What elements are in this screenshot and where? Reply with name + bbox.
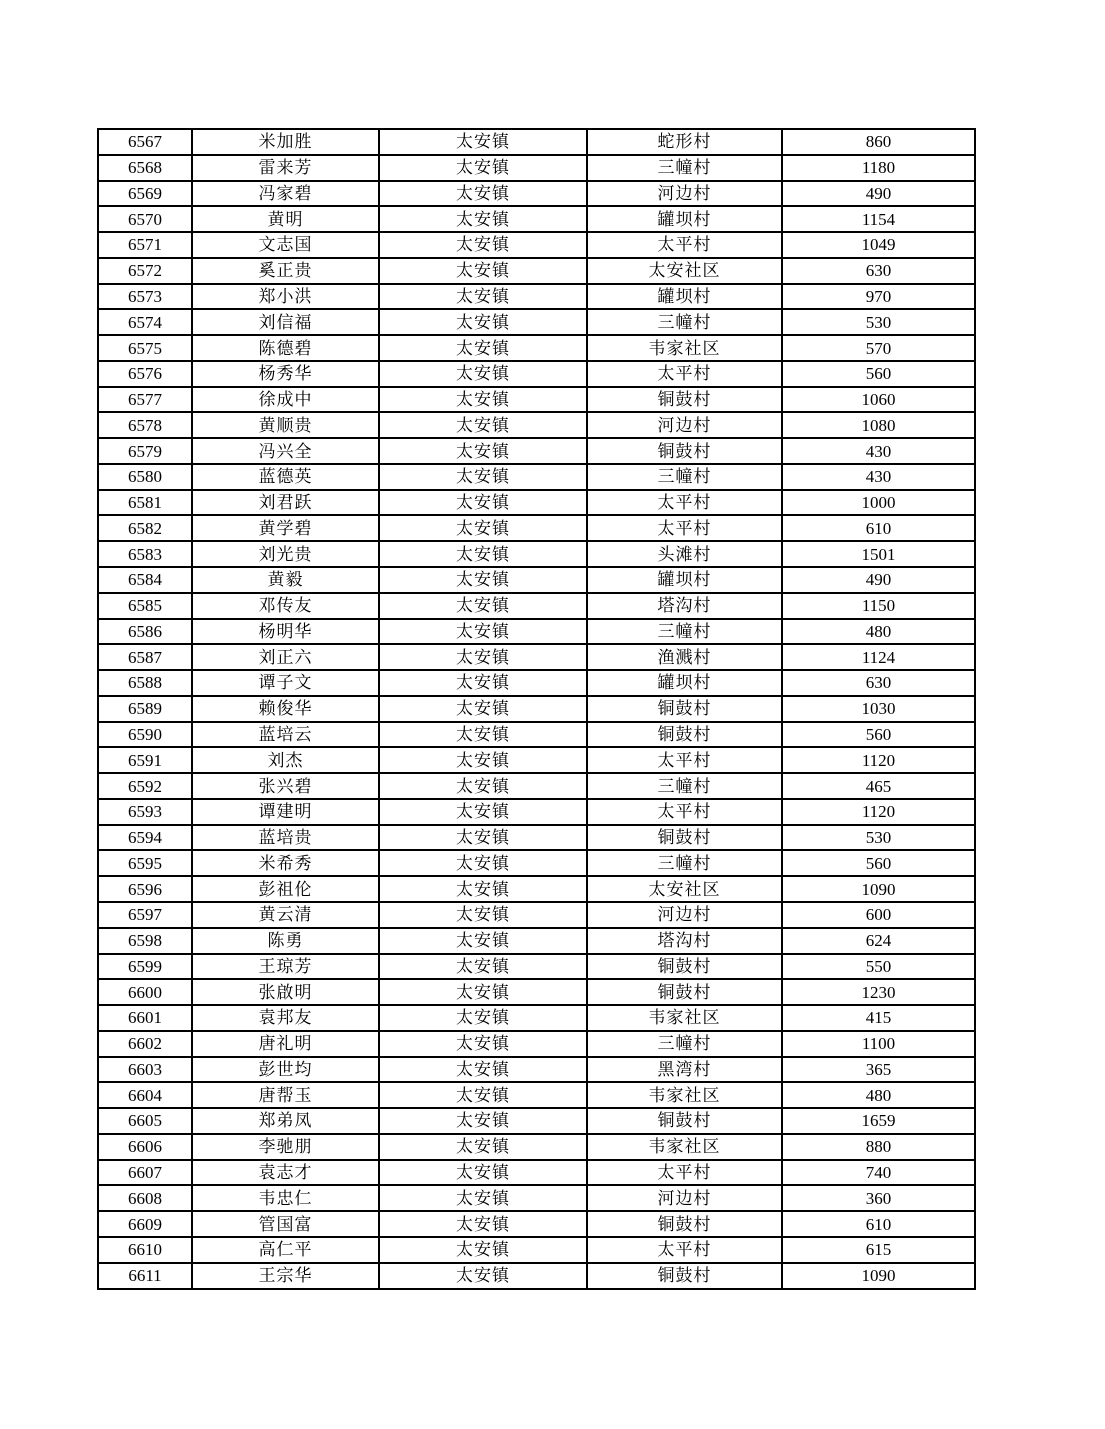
cell-town: 太安镇 <box>379 1185 587 1211</box>
cell-id: 6610 <box>98 1237 192 1263</box>
cell-town: 太安镇 <box>379 515 587 541</box>
cell-name: 袁志才 <box>192 1160 379 1186</box>
cell-town: 太安镇 <box>379 464 587 490</box>
table-row <box>98 850 975 876</box>
cell-village: 太平村 <box>587 490 782 516</box>
table-row <box>98 412 975 438</box>
cell-amount: 490 <box>782 181 975 207</box>
table-row <box>98 155 975 181</box>
cell-amount: 600 <box>782 902 975 928</box>
cell-village: 罐坝村 <box>587 206 782 232</box>
table-row <box>98 825 975 851</box>
cell-name: 冯兴全 <box>192 438 379 464</box>
cell-town: 太安镇 <box>379 490 587 516</box>
cell-id: 6593 <box>98 799 192 825</box>
table-row <box>98 1211 975 1237</box>
table-row <box>98 464 975 490</box>
cell-village: 太平村 <box>587 232 782 258</box>
cell-id: 6579 <box>98 438 192 464</box>
cell-id: 6600 <box>98 979 192 1005</box>
cell-town: 太安镇 <box>379 335 587 361</box>
cell-town: 太安镇 <box>379 1082 587 1108</box>
cell-name: 刘光贵 <box>192 541 379 567</box>
cell-village: 韦家社区 <box>587 1005 782 1031</box>
table-row <box>98 928 975 954</box>
cell-town: 太安镇 <box>379 954 587 980</box>
cell-village: 三幢村 <box>587 773 782 799</box>
cell-id: 6567 <box>98 129 192 155</box>
cell-amount: 615 <box>782 1237 975 1263</box>
cell-id: 6575 <box>98 335 192 361</box>
cell-name: 蓝德英 <box>192 464 379 490</box>
cell-town: 太安镇 <box>379 1237 587 1263</box>
table-row <box>98 541 975 567</box>
cell-name: 黄云清 <box>192 902 379 928</box>
cell-village: 太安社区 <box>587 258 782 284</box>
cell-id: 6608 <box>98 1185 192 1211</box>
cell-name: 王宗华 <box>192 1263 379 1289</box>
table-row <box>98 619 975 645</box>
cell-amount: 415 <box>782 1005 975 1031</box>
cell-town: 太安镇 <box>379 206 587 232</box>
table-row <box>98 876 975 902</box>
cell-village: 头滩村 <box>587 541 782 567</box>
cell-id: 6574 <box>98 309 192 335</box>
table-row <box>98 773 975 799</box>
cell-amount: 970 <box>782 284 975 310</box>
cell-name: 杨明华 <box>192 619 379 645</box>
table-row <box>98 722 975 748</box>
cell-amount: 1659 <box>782 1108 975 1134</box>
cell-town: 太安镇 <box>379 902 587 928</box>
cell-id: 6606 <box>98 1134 192 1160</box>
cell-id: 6585 <box>98 593 192 619</box>
table-row <box>98 644 975 670</box>
cell-name: 黄毅 <box>192 567 379 593</box>
cell-name: 韦忠仁 <box>192 1185 379 1211</box>
cell-name: 刘信福 <box>192 309 379 335</box>
cell-town: 太安镇 <box>379 1005 587 1031</box>
cell-amount: 490 <box>782 567 975 593</box>
cell-village: 罐坝村 <box>587 670 782 696</box>
cell-village: 三幢村 <box>587 619 782 645</box>
cell-amount: 1180 <box>782 155 975 181</box>
table-row <box>98 284 975 310</box>
cell-town: 太安镇 <box>379 1031 587 1057</box>
cell-village: 三幢村 <box>587 155 782 181</box>
cell-town: 太安镇 <box>379 129 587 155</box>
cell-id: 6568 <box>98 155 192 181</box>
cell-town: 太安镇 <box>379 412 587 438</box>
cell-name: 黄顺贵 <box>192 412 379 438</box>
cell-id: 6595 <box>98 850 192 876</box>
cell-village: 渔溅村 <box>587 644 782 670</box>
cell-village: 太平村 <box>587 515 782 541</box>
table-row <box>98 696 975 722</box>
cell-id: 6580 <box>98 464 192 490</box>
cell-name: 蓝培贵 <box>192 825 379 851</box>
cell-name: 管国富 <box>192 1211 379 1237</box>
cell-town: 太安镇 <box>379 1263 587 1289</box>
cell-amount: 360 <box>782 1185 975 1211</box>
table-row <box>98 309 975 335</box>
cell-id: 6611 <box>98 1263 192 1289</box>
cell-amount: 560 <box>782 361 975 387</box>
cell-amount: 1100 <box>782 1031 975 1057</box>
cell-id: 6581 <box>98 490 192 516</box>
cell-name: 赖俊华 <box>192 696 379 722</box>
cell-amount: 1080 <box>782 412 975 438</box>
cell-name: 王琼芳 <box>192 954 379 980</box>
cell-town: 太安镇 <box>379 258 587 284</box>
cell-village: 三幢村 <box>587 1031 782 1057</box>
table-row <box>98 1263 975 1289</box>
cell-amount: 1501 <box>782 541 975 567</box>
cell-town: 太安镇 <box>379 387 587 413</box>
table-row <box>98 361 975 387</box>
table-row <box>98 438 975 464</box>
cell-village: 蛇形村 <box>587 129 782 155</box>
cell-amount: 1090 <box>782 1263 975 1289</box>
cell-village: 河边村 <box>587 412 782 438</box>
cell-id: 6570 <box>98 206 192 232</box>
table-row <box>98 129 975 155</box>
cell-town: 太安镇 <box>379 1134 587 1160</box>
cell-id: 6594 <box>98 825 192 851</box>
cell-name: 黄学碧 <box>192 515 379 541</box>
table-row <box>98 387 975 413</box>
cell-id: 6576 <box>98 361 192 387</box>
cell-id: 6569 <box>98 181 192 207</box>
cell-amount: 740 <box>782 1160 975 1186</box>
cell-name: 谭子文 <box>192 670 379 696</box>
table-row <box>98 567 975 593</box>
cell-village: 太平村 <box>587 747 782 773</box>
cell-amount: 430 <box>782 438 975 464</box>
table-row <box>98 1031 975 1057</box>
cell-village: 太平村 <box>587 1237 782 1263</box>
cell-name: 唐礼明 <box>192 1031 379 1057</box>
cell-amount: 630 <box>782 670 975 696</box>
cell-village: 铜鼓村 <box>587 722 782 748</box>
cell-id: 6573 <box>98 284 192 310</box>
cell-name: 邓传友 <box>192 593 379 619</box>
cell-town: 太安镇 <box>379 825 587 851</box>
records-table <box>97 128 976 1290</box>
cell-id: 6588 <box>98 670 192 696</box>
cell-id: 6605 <box>98 1108 192 1134</box>
cell-village: 河边村 <box>587 1185 782 1211</box>
cell-name: 雷来芳 <box>192 155 379 181</box>
cell-id: 6602 <box>98 1031 192 1057</box>
cell-id: 6607 <box>98 1160 192 1186</box>
cell-name: 陈勇 <box>192 928 379 954</box>
cell-id: 6604 <box>98 1082 192 1108</box>
cell-id: 6589 <box>98 696 192 722</box>
cell-town: 太安镇 <box>379 438 587 464</box>
cell-village: 塔沟村 <box>587 928 782 954</box>
cell-amount: 480 <box>782 1082 975 1108</box>
cell-name: 刘正六 <box>192 644 379 670</box>
cell-amount: 530 <box>782 825 975 851</box>
cell-id: 6603 <box>98 1057 192 1083</box>
cell-amount: 365 <box>782 1057 975 1083</box>
cell-village: 铜鼓村 <box>587 979 782 1005</box>
cell-village: 铜鼓村 <box>587 954 782 980</box>
cell-village: 铜鼓村 <box>587 1263 782 1289</box>
cell-town: 太安镇 <box>379 619 587 645</box>
cell-id: 6584 <box>98 567 192 593</box>
cell-id: 6586 <box>98 619 192 645</box>
table-row <box>98 979 975 1005</box>
cell-amount: 1154 <box>782 206 975 232</box>
cell-id: 6587 <box>98 644 192 670</box>
cell-amount: 560 <box>782 722 975 748</box>
table-row <box>98 335 975 361</box>
cell-amount: 550 <box>782 954 975 980</box>
cell-amount: 530 <box>782 309 975 335</box>
table-row <box>98 1108 975 1134</box>
table-row <box>98 747 975 773</box>
table-row <box>98 954 975 980</box>
cell-village: 韦家社区 <box>587 1082 782 1108</box>
cell-town: 太安镇 <box>379 1108 587 1134</box>
cell-id: 6577 <box>98 387 192 413</box>
cell-id: 6578 <box>98 412 192 438</box>
cell-id: 6590 <box>98 722 192 748</box>
cell-town: 太安镇 <box>379 567 587 593</box>
cell-town: 太安镇 <box>379 876 587 902</box>
cell-town: 太安镇 <box>379 696 587 722</box>
cell-name: 唐帮玉 <box>192 1082 379 1108</box>
cell-id: 6583 <box>98 541 192 567</box>
cell-amount: 624 <box>782 928 975 954</box>
table-row <box>98 670 975 696</box>
cell-id: 6572 <box>98 258 192 284</box>
cell-amount: 630 <box>782 258 975 284</box>
table-row <box>98 1005 975 1031</box>
cell-amount: 465 <box>782 773 975 799</box>
table-row <box>98 1160 975 1186</box>
cell-amount: 570 <box>782 335 975 361</box>
table-row <box>98 258 975 284</box>
cell-village: 太平村 <box>587 361 782 387</box>
cell-name: 彭世均 <box>192 1057 379 1083</box>
cell-village: 河边村 <box>587 902 782 928</box>
cell-village: 铜鼓村 <box>587 825 782 851</box>
cell-name: 郑弟凤 <box>192 1108 379 1134</box>
cell-town: 太安镇 <box>379 850 587 876</box>
cell-name: 谭建明 <box>192 799 379 825</box>
cell-town: 太安镇 <box>379 284 587 310</box>
table-row <box>98 799 975 825</box>
cell-id: 6597 <box>98 902 192 928</box>
table-row <box>98 1134 975 1160</box>
cell-name: 米加胜 <box>192 129 379 155</box>
cell-name: 袁邦友 <box>192 1005 379 1031</box>
cell-town: 太安镇 <box>379 309 587 335</box>
table-row <box>98 1237 975 1263</box>
table-row <box>98 1057 975 1083</box>
cell-village: 韦家社区 <box>587 1134 782 1160</box>
table-row <box>98 206 975 232</box>
cell-town: 太安镇 <box>379 361 587 387</box>
cell-name: 高仁平 <box>192 1237 379 1263</box>
cell-amount: 1049 <box>782 232 975 258</box>
cell-amount: 480 <box>782 619 975 645</box>
cell-town: 太安镇 <box>379 232 587 258</box>
cell-id: 6582 <box>98 515 192 541</box>
cell-village: 河边村 <box>587 181 782 207</box>
table-row <box>98 902 975 928</box>
cell-town: 太安镇 <box>379 773 587 799</box>
table-row <box>98 515 975 541</box>
cell-amount: 430 <box>782 464 975 490</box>
table-row <box>98 593 975 619</box>
cell-town: 太安镇 <box>379 181 587 207</box>
cell-village: 罐坝村 <box>587 284 782 310</box>
cell-village: 太平村 <box>587 799 782 825</box>
cell-amount: 1150 <box>782 593 975 619</box>
cell-name: 杨秀华 <box>192 361 379 387</box>
table-row <box>98 1082 975 1108</box>
cell-amount: 1090 <box>782 876 975 902</box>
cell-amount: 1030 <box>782 696 975 722</box>
cell-id: 6592 <box>98 773 192 799</box>
cell-village: 罐坝村 <box>587 567 782 593</box>
table-row <box>98 490 975 516</box>
cell-name: 冯家碧 <box>192 181 379 207</box>
cell-village: 三幢村 <box>587 309 782 335</box>
cell-amount: 560 <box>782 850 975 876</box>
cell-town: 太安镇 <box>379 1057 587 1083</box>
cell-id: 6599 <box>98 954 192 980</box>
cell-name: 徐成中 <box>192 387 379 413</box>
cell-id: 6601 <box>98 1005 192 1031</box>
cell-town: 太安镇 <box>379 799 587 825</box>
cell-name: 刘杰 <box>192 747 379 773</box>
table-row <box>98 1185 975 1211</box>
cell-id: 6609 <box>98 1211 192 1237</box>
cell-village: 铜鼓村 <box>587 438 782 464</box>
cell-amount: 860 <box>782 129 975 155</box>
cell-village: 铜鼓村 <box>587 696 782 722</box>
cell-name: 米希秀 <box>192 850 379 876</box>
cell-village: 铜鼓村 <box>587 1108 782 1134</box>
table-row <box>98 181 975 207</box>
cell-name: 文志国 <box>192 232 379 258</box>
cell-village: 三幢村 <box>587 850 782 876</box>
cell-town: 太安镇 <box>379 593 587 619</box>
cell-name: 张兴碧 <box>192 773 379 799</box>
cell-town: 太安镇 <box>379 1160 587 1186</box>
table-row <box>98 232 975 258</box>
cell-amount: 1230 <box>782 979 975 1005</box>
cell-name: 黄明 <box>192 206 379 232</box>
cell-village: 太平村 <box>587 1160 782 1186</box>
cell-village: 韦家社区 <box>587 335 782 361</box>
cell-amount: 610 <box>782 515 975 541</box>
cell-village: 太安社区 <box>587 876 782 902</box>
cell-name: 李驰朋 <box>192 1134 379 1160</box>
cell-town: 太安镇 <box>379 541 587 567</box>
cell-amount: 610 <box>782 1211 975 1237</box>
cell-town: 太安镇 <box>379 644 587 670</box>
cell-village: 三幢村 <box>587 464 782 490</box>
cell-amount: 1000 <box>782 490 975 516</box>
cell-id: 6571 <box>98 232 192 258</box>
cell-id: 6596 <box>98 876 192 902</box>
cell-village: 黑湾村 <box>587 1057 782 1083</box>
cell-name: 陈德碧 <box>192 335 379 361</box>
cell-name: 郑小洪 <box>192 284 379 310</box>
cell-name: 奚正贵 <box>192 258 379 284</box>
cell-amount: 1120 <box>782 799 975 825</box>
cell-name: 张啟明 <box>192 979 379 1005</box>
cell-id: 6591 <box>98 747 192 773</box>
cell-name: 蓝培云 <box>192 722 379 748</box>
records-table-body <box>98 129 975 1289</box>
cell-amount: 1120 <box>782 747 975 773</box>
cell-amount: 1124 <box>782 644 975 670</box>
cell-town: 太安镇 <box>379 1211 587 1237</box>
cell-village: 塔沟村 <box>587 593 782 619</box>
cell-id: 6598 <box>98 928 192 954</box>
cell-town: 太安镇 <box>379 747 587 773</box>
cell-town: 太安镇 <box>379 722 587 748</box>
cell-name: 刘君跃 <box>192 490 379 516</box>
cell-amount: 880 <box>782 1134 975 1160</box>
cell-town: 太安镇 <box>379 928 587 954</box>
cell-village: 铜鼓村 <box>587 1211 782 1237</box>
cell-town: 太安镇 <box>379 155 587 181</box>
cell-town: 太安镇 <box>379 670 587 696</box>
cell-name: 彭祖伦 <box>192 876 379 902</box>
cell-village: 铜鼓村 <box>587 387 782 413</box>
cell-amount: 1060 <box>782 387 975 413</box>
cell-town: 太安镇 <box>379 979 587 1005</box>
